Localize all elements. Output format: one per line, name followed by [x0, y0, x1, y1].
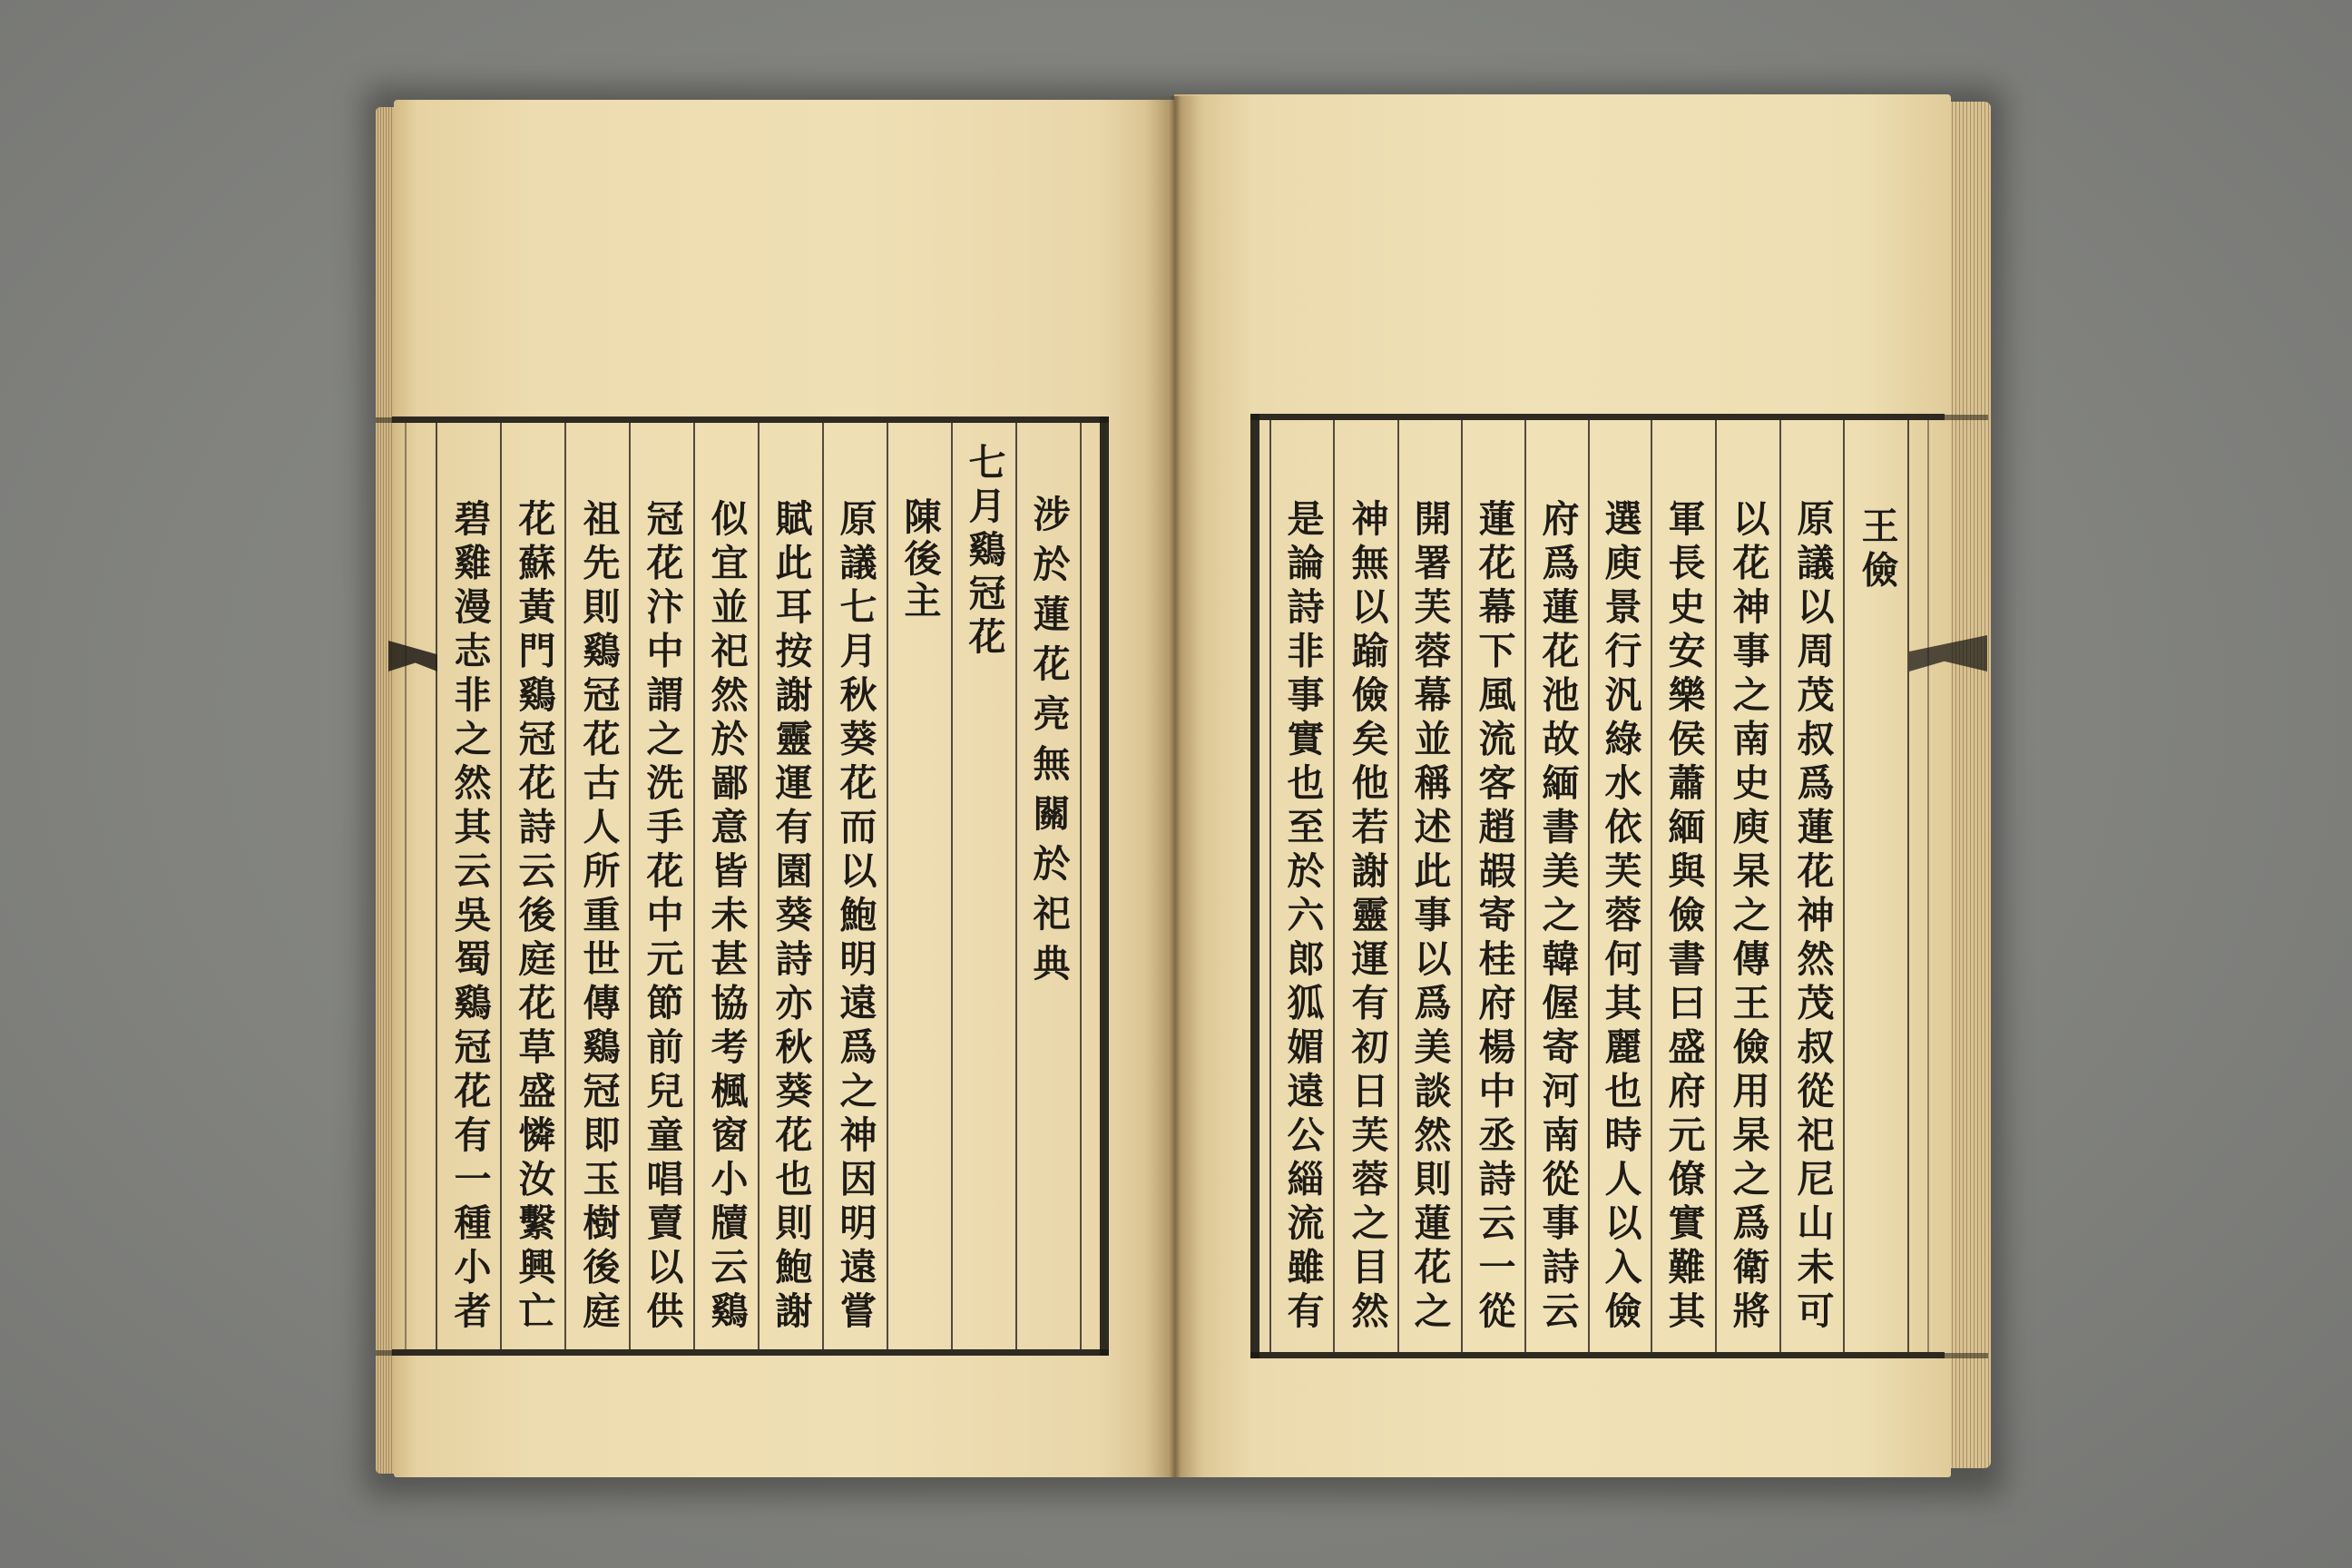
right-deity-name: 王儉	[1855, 506, 1899, 594]
right-frame-top-rule	[1250, 414, 1945, 420]
text-column: 蓮花幕下風流客趙嘏寄桂府楊中丞詩云一從	[1472, 499, 1516, 1336]
right-fold-line	[1927, 420, 1929, 1352]
left-frame-bottom-rule	[392, 1349, 1109, 1356]
left-deity-name: 陳後主	[897, 497, 942, 622]
text-column: 冠花汴中謂之洗手花中元節前兒童唱賣以供	[640, 499, 684, 1336]
column-divider	[1779, 420, 1781, 1352]
text-column: 祖先則鷄冠花古人所重世傳鷄冠即玉樹後庭	[576, 499, 621, 1336]
right-frame-bottom-rule	[1250, 1352, 1945, 1358]
column-divider	[1397, 420, 1399, 1352]
column-divider	[564, 423, 566, 1349]
text-column: 軍長史安樂侯蕭緬與儉書曰盛府元僚實難其	[1661, 499, 1706, 1336]
left-frame-inner-border	[1100, 416, 1109, 1356]
text-column: 碧雞漫志非之然其云吳蜀鷄冠花有一種小者	[447, 499, 492, 1336]
left-edge-top-tick	[376, 417, 394, 423]
right-edge-top-tick	[1945, 415, 1988, 420]
column-divider	[1588, 420, 1590, 1352]
continued-text-column: 涉於蓮花亮無關於祀典	[1026, 495, 1071, 994]
right-frame-inner-border	[1250, 414, 1259, 1358]
column-divider	[951, 423, 953, 1349]
text-column: 開署芙蓉幕並稱述此事以爲美談然則蓮花之	[1407, 499, 1452, 1336]
column-divider	[1715, 420, 1717, 1352]
column-divider	[1333, 420, 1335, 1352]
left-fold-line	[405, 423, 407, 1349]
gutter-fold	[1145, 96, 1205, 1477]
column-divider	[1524, 420, 1526, 1352]
text-column: 是論詩非事實也至於六郎狐媚遠公緇流雖有	[1280, 499, 1325, 1336]
column-divider	[758, 423, 760, 1349]
left-frame-top-rule	[392, 416, 1109, 423]
column-divider	[1461, 420, 1463, 1352]
column-divider	[629, 423, 631, 1349]
column-divider	[1843, 420, 1845, 1352]
column-divider	[1269, 420, 1271, 1352]
text-column: 選庾景行汎綠水依芙蓉何其麗也時人以入儉	[1598, 499, 1642, 1336]
left-edge-bottom-tick	[376, 1350, 394, 1356]
right-edge-bottom-tick	[1945, 1353, 1988, 1358]
column-divider	[500, 423, 502, 1349]
column-divider	[1651, 420, 1652, 1352]
column-divider	[1080, 423, 1082, 1349]
column-divider	[1015, 423, 1017, 1349]
text-column: 賦此耳按謝靈運有園葵詩亦秋葵花也則鮑謝	[769, 499, 813, 1336]
column-divider	[436, 423, 437, 1349]
text-column: 神無以踰儉矣他若謝靈運有初日芙蓉之目然	[1345, 499, 1389, 1336]
column-divider	[1907, 420, 1909, 1352]
column-divider	[822, 423, 824, 1349]
column-divider	[887, 423, 888, 1349]
text-column: 以花神事之南史庾杲之傳王儉用杲之爲衛將	[1726, 499, 1770, 1336]
section-title: 七月鷄冠花	[962, 443, 1006, 661]
text-column: 花蘇黃門鷄冠花詩云後庭花草盛憐汝繫興亡	[512, 499, 556, 1336]
text-column: 原議七月秋葵花而以鮑明遠爲之神因明遠嘗	[833, 499, 877, 1336]
text-column: 似宜並祀然於鄙意皆未甚協考楓窗小牘云鷄	[704, 499, 749, 1336]
text-column: 府爲蓮花池故緬書美之韓偓寄河南從事詩云	[1535, 499, 1580, 1336]
text-column: 原議以周茂叔爲蓮花神然茂叔從祀尼山未可	[1790, 499, 1835, 1336]
column-divider	[693, 423, 695, 1349]
